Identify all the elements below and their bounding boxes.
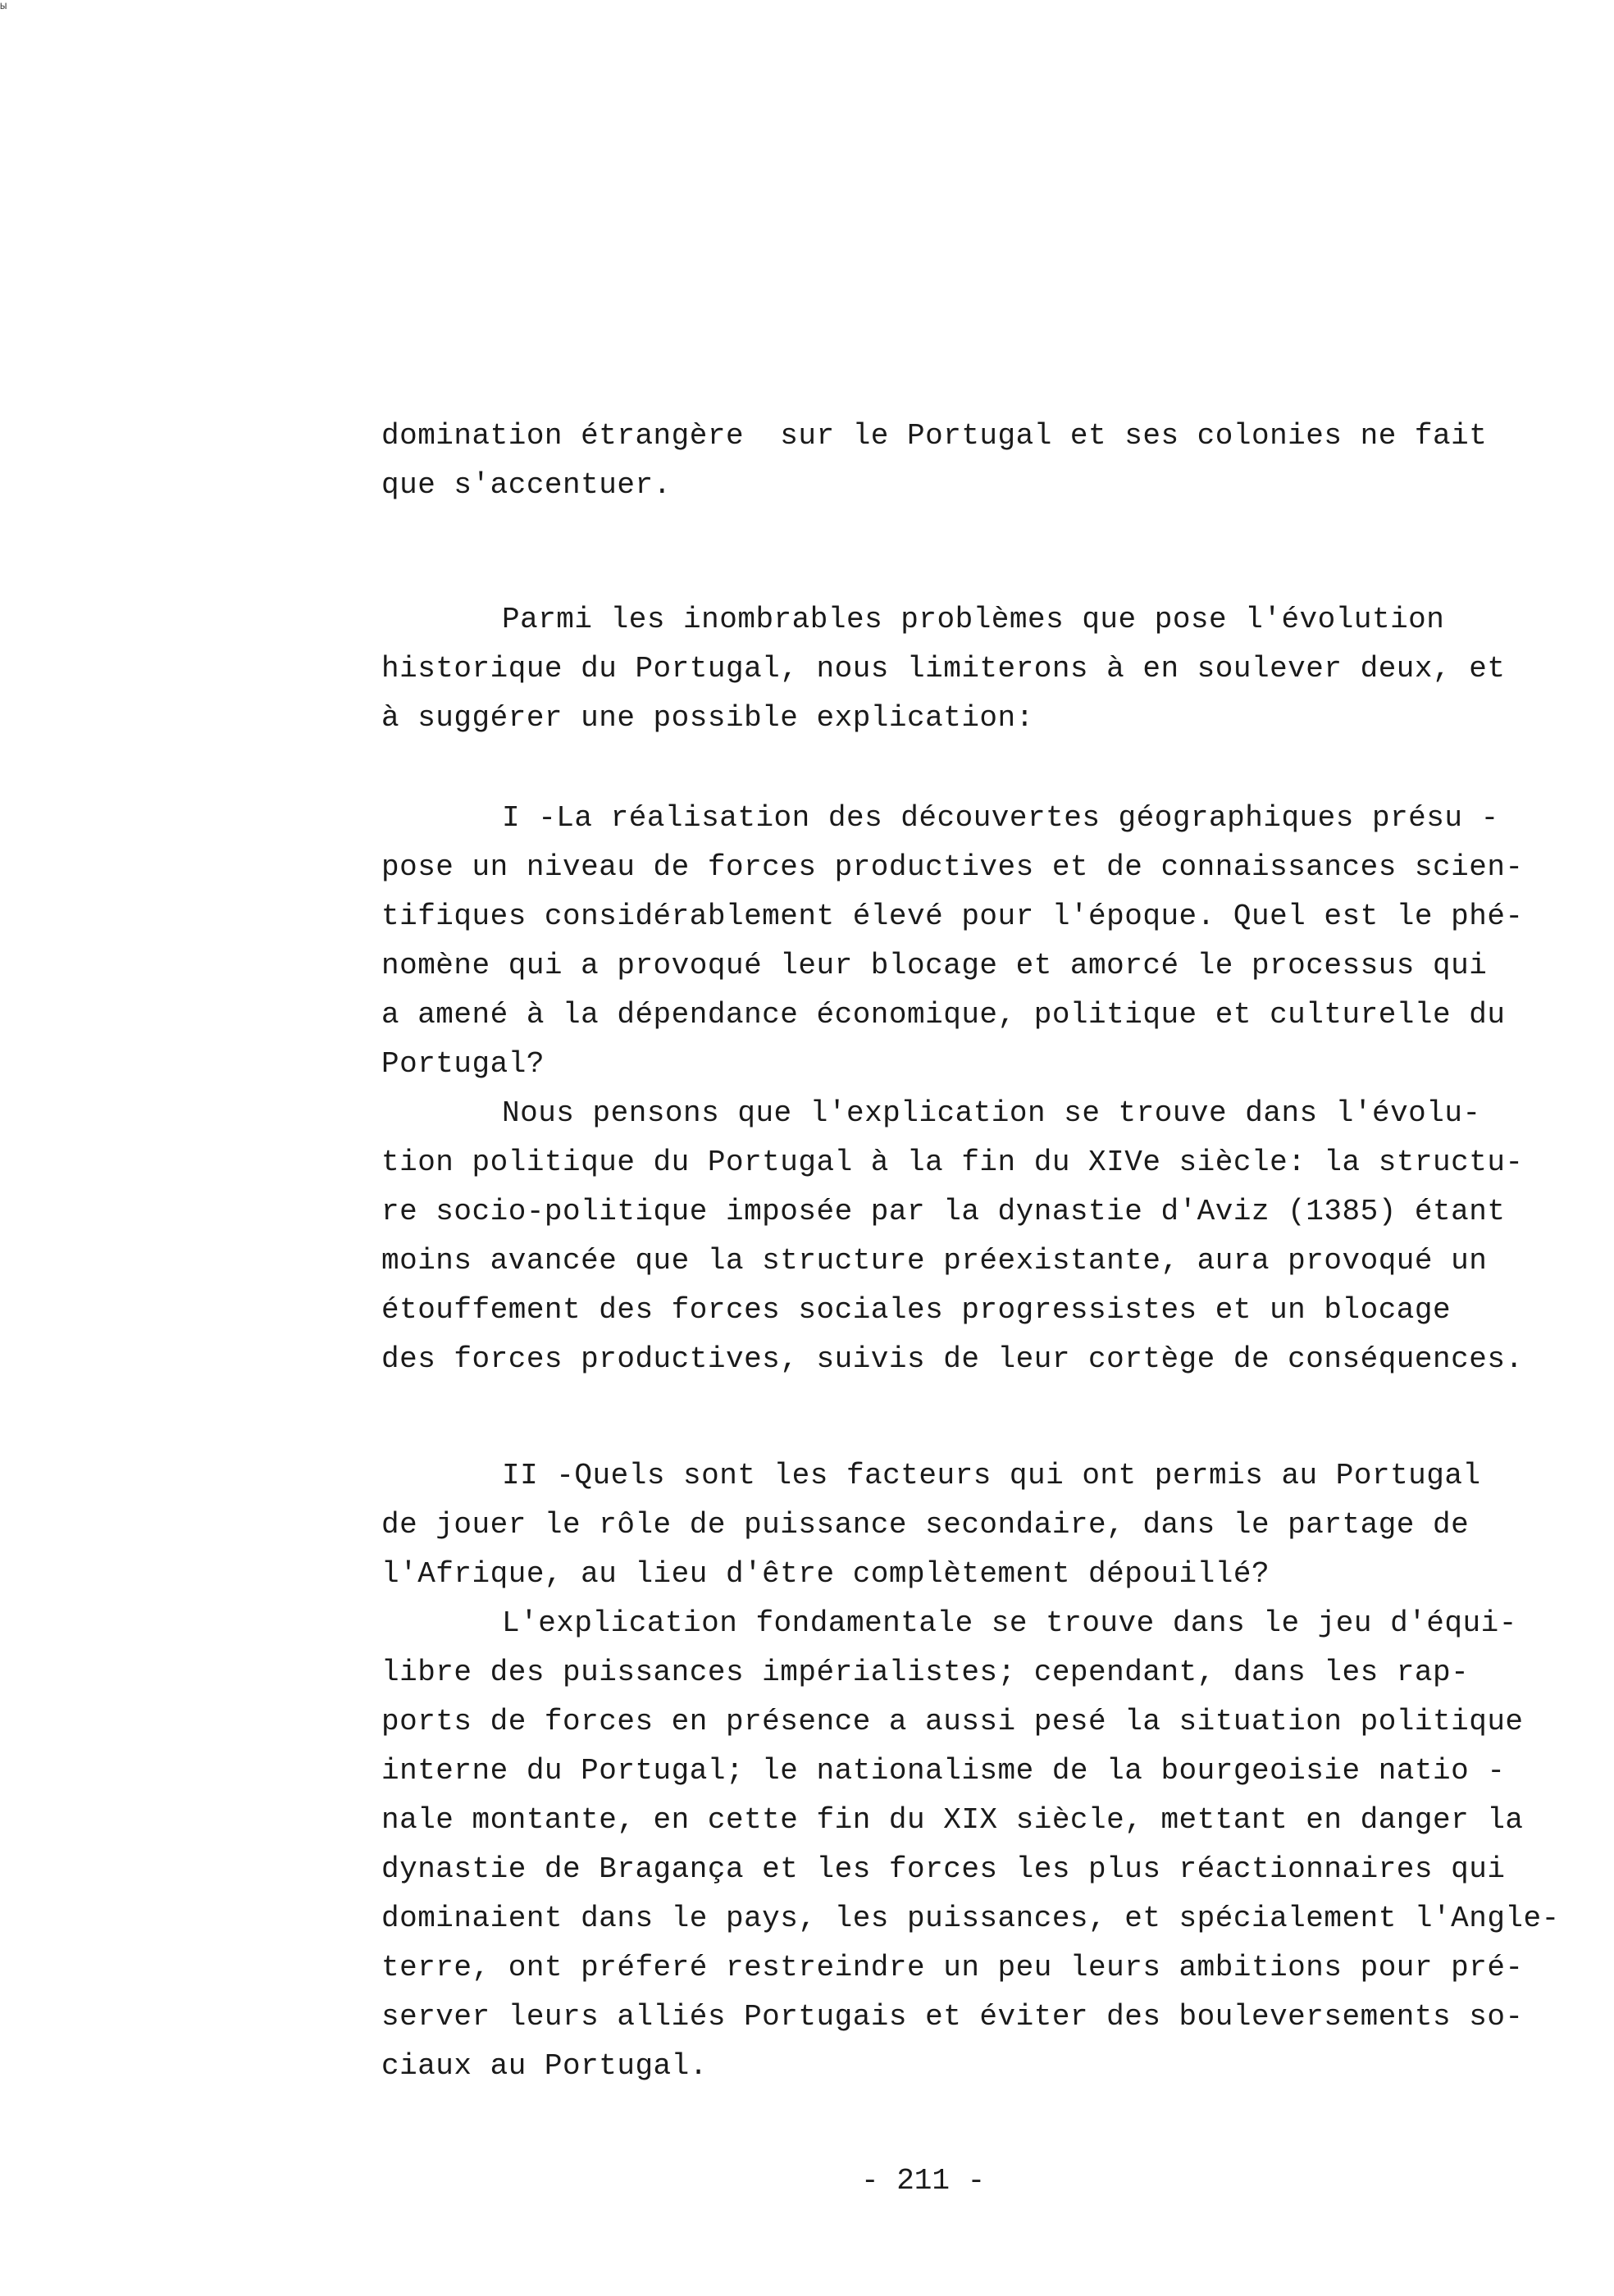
text-line: domination étrangère sur le Portugal et ses colonies ne fait bbox=[381, 419, 1488, 453]
text-line: moins avancée que la structure préexistante, aura provoqué un bbox=[381, 1244, 1488, 1278]
text-line: nomène qui a provoqué leur blocage et amorcé le processus qui bbox=[381, 949, 1488, 982]
text-line: ports de forces en présence a aussi pesé la situation politique bbox=[381, 1705, 1524, 1738]
text-line: I -La réalisation des découvertes géographiques présu - bbox=[502, 801, 1499, 835]
text-line: étouffement des forces sociales progressistes et un blocage bbox=[381, 1293, 1452, 1327]
text-line: II -Quels sont les facteurs qui ont permis au Portugal bbox=[502, 1459, 1481, 1492]
text-line: nale montante, en cette fin du XIX siècle, mettant en danger la bbox=[381, 1803, 1524, 1837]
text-line: server leurs alliés Portugais et éviter des bouleversements so- bbox=[381, 2000, 1524, 2034]
text-line: Nous pensons que l'explication se trouve dans l'évolu- bbox=[502, 1096, 1481, 1130]
text-line: Parmi les inombrables problèmes que pose l'évolution bbox=[502, 603, 1463, 636]
text-line: dominaient dans le pays, les puissances, et spécialement l'Angle- bbox=[381, 1902, 1560, 1935]
page-number: - 211 - bbox=[861, 2164, 986, 2198]
text-line: de jouer le rôle de puissance secondaire, dans le partage de bbox=[381, 1508, 1470, 1542]
text-line: interne du Portugal; le nationalisme de la bourgeoisie natio - bbox=[381, 1754, 1506, 1788]
text-line: que s'accentuer. bbox=[381, 468, 672, 502]
text-line: historique du Portugal, nous limiterons à en soulever deux, et bbox=[381, 652, 1506, 686]
text-line: libre des puissances impérialistes; cependant, dans les rap- bbox=[381, 1656, 1470, 1689]
text-line: L'explication fondamentale se trouve dans le jeu d'équi- bbox=[502, 1606, 1517, 1640]
text-line: re socio-politique imposée par la dynastie d'Aviz (1385) étant bbox=[381, 1195, 1506, 1228]
text-line: tifiques considérablement élevé pour l'époque. Quel est le phé- bbox=[381, 900, 1524, 933]
text-line: ciaux au Portugal. bbox=[381, 2049, 708, 2083]
text-line: dynastie de Bragança et les forces les plus réactionnaires qui bbox=[381, 1852, 1506, 1886]
text-line: Portugal? bbox=[381, 1047, 545, 1081]
text-line: terre, ont préferé restreindre un peu leurs ambitions pour pré- bbox=[381, 1951, 1524, 1984]
text-line: l'Afrique, au lieu d'être complètement dépouillé? bbox=[381, 1557, 1270, 1591]
text-line: à suggérer une possible explication: bbox=[381, 701, 1034, 735]
text-line: pose un niveau de forces productives et de connaissances scien- bbox=[381, 850, 1524, 884]
text-line: tion politique du Portugal à la fin du XIVe siècle: la structu- bbox=[381, 1146, 1524, 1179]
text-line: des forces productives, suivis de leur cortège de conséquences. bbox=[381, 1342, 1524, 1376]
text-line: a amené à la dépendance économique, politique et culturelle du bbox=[381, 998, 1506, 1032]
corner-mark: ы bbox=[0, 0, 7, 13]
